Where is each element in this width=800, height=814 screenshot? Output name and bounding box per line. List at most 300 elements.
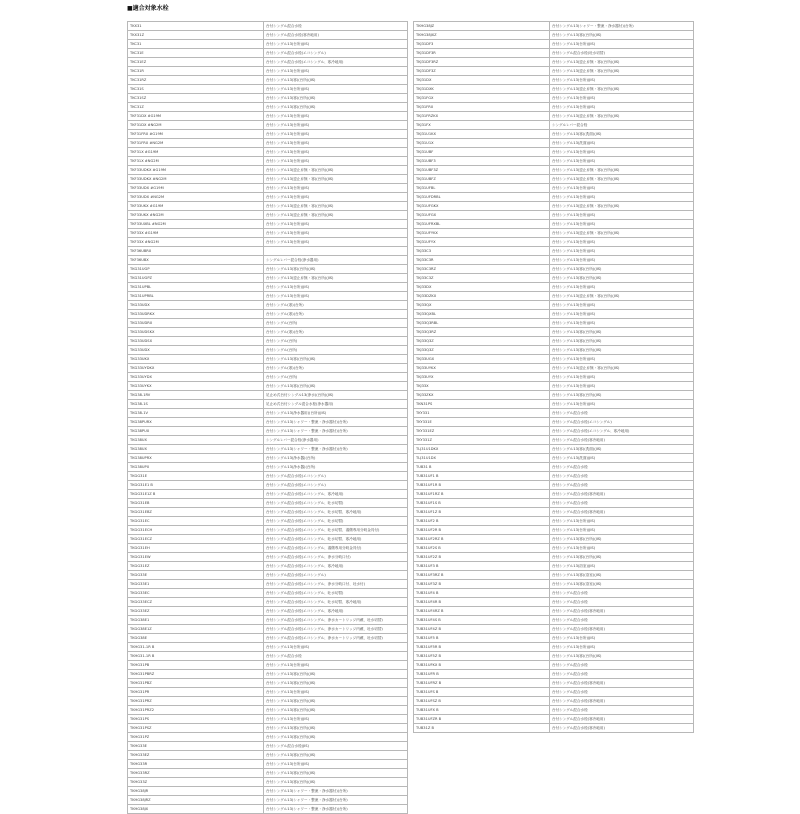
model-code-cell: TKHG31PZ bbox=[128, 733, 264, 742]
model-code-cell: TKG38PUX bbox=[128, 427, 264, 436]
model-code-cell: TKHG38JXZ bbox=[414, 31, 550, 40]
faucet-type-cell: 台付シングル13(台所)(JIS) bbox=[264, 139, 408, 148]
table-row bbox=[128, 40, 408, 49]
table-row bbox=[128, 193, 408, 202]
table-row bbox=[128, 103, 408, 112]
faucet-type-cell: 台付シングル混合水栓(エコシングル、吐水切替) bbox=[264, 589, 408, 598]
faucet-type-cell: 台付シングル混合水栓(エコシングル、寒冷地用) bbox=[264, 607, 408, 616]
table-row bbox=[414, 526, 694, 535]
model-code-cell: TUB31UF5 B bbox=[414, 634, 550, 643]
faucet-type-cell: 台付シングル(台所) bbox=[264, 319, 408, 328]
table-row bbox=[128, 751, 408, 760]
model-code-cell: TUB31UFZR B bbox=[414, 715, 550, 724]
table-row bbox=[414, 625, 694, 634]
table-row bbox=[128, 571, 408, 580]
model-code-cell: TKGG31E1 B bbox=[128, 481, 264, 490]
model-code-cell: TUB31UF3 B bbox=[414, 562, 550, 571]
faucet-type-cell: 台付シングル13(逆止弁無・寒)(台所)(JIS) bbox=[264, 211, 408, 220]
faucet-type-cell: 台付シングル13(台所)(JIS) bbox=[550, 157, 694, 166]
faucet-type-cell: 台付シングル13(台所)(JIS) bbox=[264, 130, 408, 139]
faucet-type-cell: 台付シングル13(寒)(浴室)(JIS) bbox=[550, 571, 694, 580]
faucet-type-cell: 台付シングル13(寒)(浴室)(JIS) bbox=[550, 580, 694, 589]
table-row bbox=[128, 661, 408, 670]
table-row bbox=[128, 337, 408, 346]
table-row bbox=[128, 247, 408, 256]
model-code-cell: TKGG31EZ bbox=[128, 562, 264, 571]
faucet-type-cell: 台付シングル13(寒)(台所)(JIS) bbox=[264, 265, 408, 274]
model-code-cell: TUB31UF2RZ B bbox=[414, 535, 550, 544]
table-row bbox=[128, 220, 408, 229]
model-code-cell: TUB31UF1RZ B bbox=[414, 490, 550, 499]
faucet-type-cell: 台付シングル13(台所)(JIS) bbox=[264, 112, 408, 121]
model-code-cell: TKJ33X bbox=[414, 382, 550, 391]
faucet-type-cell: 台付シングル混合水栓(エコシングル、寒冷地用) bbox=[264, 490, 408, 499]
model-code-cell: TKG38PURX bbox=[128, 418, 264, 427]
table-row bbox=[128, 589, 408, 598]
table-row bbox=[414, 193, 694, 202]
table-row bbox=[128, 454, 408, 463]
faucet-type-cell: 台付シングル13(浄水器)(台所) bbox=[264, 454, 408, 463]
table-row bbox=[414, 670, 694, 679]
table-row bbox=[128, 670, 408, 679]
model-code-cell: TUB31UFRZ B bbox=[414, 679, 550, 688]
table-row bbox=[414, 58, 694, 67]
model-code-cell: TLJ31U1DX bbox=[414, 454, 550, 463]
model-code-cell: TUB31UFR B bbox=[414, 670, 550, 679]
table-row bbox=[414, 31, 694, 40]
faucet-type-cell: 台付シングル13(寒)(台所)(JIS) bbox=[264, 355, 408, 364]
table-row bbox=[128, 490, 408, 499]
faucet-type-cell bbox=[264, 247, 408, 256]
table-row bbox=[128, 625, 408, 634]
model-code-cell: TKY331E bbox=[414, 418, 550, 427]
model-code-cell: TKG38-1RV bbox=[128, 391, 264, 400]
table-row bbox=[414, 571, 694, 580]
model-code-cell: TKF33UDX #G19M bbox=[128, 184, 264, 193]
faucet-type-cell: 台付シングル(寒)(台所) bbox=[264, 301, 408, 310]
table-row bbox=[128, 409, 408, 418]
faucet-type-cell: 台付シングル混合水栓(エコシングル、吐水切替、寒冷地用) bbox=[264, 508, 408, 517]
faucet-type-cell: 台付シングル13(台所)(JIS) bbox=[550, 319, 694, 328]
table-row bbox=[128, 346, 408, 355]
faucet-type-cell: 台付シングル13(台所)(JIS) bbox=[264, 67, 408, 76]
table-row bbox=[414, 202, 694, 211]
faucet-type-cell: 台付シングル13(台所)(JIS) bbox=[550, 400, 694, 409]
table-row bbox=[414, 166, 694, 175]
faucet-type-cell: 台付シングル13(台所)(JIS) bbox=[264, 229, 408, 238]
faucet-type-cell: 台付シングル混合水栓 bbox=[550, 670, 694, 679]
model-code-cell: TUB31UF3RZ B bbox=[414, 571, 550, 580]
table-row bbox=[414, 481, 694, 490]
model-code-cell: TKGG33E bbox=[128, 571, 264, 580]
model-code-cell: TKJ33DX bbox=[414, 283, 550, 292]
faucet-type-cell: 台付シングル混合水栓(寒冷地用) bbox=[550, 490, 694, 499]
model-code-cell: TKG33UYDX bbox=[128, 373, 264, 382]
table-row bbox=[414, 427, 694, 436]
faucet-type-cell: 台付シングル13(台所)(JIS) bbox=[550, 310, 694, 319]
model-code-cell: TKJ31DXK bbox=[414, 85, 550, 94]
table-row bbox=[128, 211, 408, 220]
table-row bbox=[128, 265, 408, 274]
table-row bbox=[128, 643, 408, 652]
model-code-cell: TKJ33Q3Z bbox=[414, 346, 550, 355]
faucet-type-cell: 台付シングル13(台所)(JIS) bbox=[550, 211, 694, 220]
faucet-type-cell: 台付シングル混合水栓(エコシングル、吐水切替) bbox=[264, 517, 408, 526]
model-code-cell: TUB31UF1Z B bbox=[414, 508, 550, 517]
table-row bbox=[128, 499, 408, 508]
model-code-cell: TKG33UYKX bbox=[128, 382, 264, 391]
faucet-type-cell: 台付シングル13(逆止弁無・寒)(台所)(JIS) bbox=[550, 67, 694, 76]
model-code-cell: TUB31UFKX B bbox=[414, 661, 550, 670]
model-code-cell: TKF31DX #NG2M bbox=[128, 121, 264, 130]
table-row bbox=[414, 283, 694, 292]
model-code-cell: TUB31UF4 B bbox=[414, 589, 550, 598]
table-row bbox=[414, 715, 694, 724]
model-code-cell: TKG38UPRX bbox=[128, 454, 264, 463]
faucet-type-cell: 台付シングル13(シャワー・整流・浄水器付)(台所) bbox=[264, 787, 408, 796]
table-row bbox=[414, 445, 694, 454]
model-code-cell: TUB31Z B bbox=[414, 724, 550, 733]
faucet-type-cell: 台付シングル(台所) bbox=[264, 373, 408, 382]
table-row bbox=[414, 454, 694, 463]
table-row bbox=[128, 787, 408, 796]
model-code-cell: TKG38UX bbox=[128, 445, 264, 454]
model-code-cell: TKF33UDKX #G19M bbox=[128, 166, 264, 175]
faucet-type-cell: 台付シングル混合水栓(寒冷地用) bbox=[550, 697, 694, 706]
faucet-type-cell: 台付シングル混合水栓(寒冷地用) bbox=[550, 625, 694, 634]
faucet-type-cell: 台付シングル混合水栓(エコシングル、吐水切替、湯側専用分岐金具付) bbox=[264, 526, 408, 535]
table-row bbox=[414, 175, 694, 184]
model-code-cell: TKJ33C3R bbox=[414, 256, 550, 265]
model-code-cell: TKGG31EB bbox=[128, 499, 264, 508]
model-code-cell: TKGG31E bbox=[128, 472, 264, 481]
faucet-type-cell: 台付シングル13(台所)(JIS) bbox=[550, 40, 694, 49]
table-row bbox=[414, 364, 694, 373]
model-code-cell: TKJ31DX bbox=[414, 76, 550, 85]
faucet-type-cell: 台付シングル13(寒)(台所)(JIS) bbox=[550, 337, 694, 346]
model-code-cell: TKF31X #G19M bbox=[128, 148, 264, 157]
model-code-cell: TKX31Z bbox=[128, 31, 264, 40]
table-row bbox=[414, 418, 694, 427]
model-code-cell: TKF31X #NG2M bbox=[128, 157, 264, 166]
faucet-type-cell: 台付シングル13(台所)(JIS) bbox=[264, 220, 408, 229]
faucet-type-cell: 台付シングル13(台所)(JIS) bbox=[264, 121, 408, 130]
faucet-type-cell: 台付シングル混合水栓 bbox=[550, 589, 694, 598]
model-code-cell: TKF31FRX #NG2M bbox=[128, 139, 264, 148]
faucet-type-cell: 台付シングル13(寒)(台所)(JIS) bbox=[264, 94, 408, 103]
table-row bbox=[128, 283, 408, 292]
faucet-type-cell: 台付シングル13(寒)(台所)(JIS) bbox=[550, 274, 694, 283]
faucet-type-cell: 台付シングル13(台所)(JIS) bbox=[550, 634, 694, 643]
faucet-type-cell: 台付シングル混合水栓(エコシングル、寒冷地用) bbox=[264, 58, 408, 67]
faucet-type-cell: 台付シングル13(逆止弁無・寒)(台所)(JIS) bbox=[550, 364, 694, 373]
table-row bbox=[414, 49, 694, 58]
table-row bbox=[128, 535, 408, 544]
faucet-type-cell: 台付シングル混合水栓(エコシングル、寒冷地用) bbox=[264, 562, 408, 571]
compatible-faucet-table-left bbox=[127, 21, 408, 814]
faucet-type-cell: 台付シングル混合水栓(寒冷地用) bbox=[264, 31, 408, 40]
table-row bbox=[128, 49, 408, 58]
faucet-type-cell: 台付シングル13(台所)(JIS) bbox=[264, 85, 408, 94]
model-code-cell: TKG31UPBL bbox=[128, 283, 264, 292]
faucet-type-cell: 台付シングル13(寒)(台所)(JIS) bbox=[264, 724, 408, 733]
model-code-cell: TKGG31E1Z B bbox=[128, 490, 264, 499]
model-code-cell: TKGG33EZ bbox=[128, 607, 264, 616]
faucet-type-cell: 台付シングル13(浄水器)(台所) bbox=[264, 463, 408, 472]
faucet-type-cell: 台付シングル混合水栓 bbox=[550, 481, 694, 490]
faucet-type-cell: 台付シングル13(台所)(JIS) bbox=[264, 760, 408, 769]
faucet-type-cell: 台付シングル13(台所)(JIS) bbox=[550, 94, 694, 103]
table-row bbox=[414, 121, 694, 130]
table-row bbox=[128, 157, 408, 166]
faucet-type-cell: 台付シングル13(台所)(JIS) bbox=[550, 517, 694, 526]
model-code-cell: TKHG31PRZ2 bbox=[128, 706, 264, 715]
table-row bbox=[128, 22, 408, 31]
page-title: ■適合対象水栓 bbox=[127, 5, 169, 12]
table-row bbox=[414, 382, 694, 391]
model-code-cell: TKJ31UFYKX bbox=[414, 229, 550, 238]
faucet-type-cell: 台付シングル13(シャワー・整流・浄水器付)(台所) bbox=[264, 796, 408, 805]
table-row bbox=[414, 553, 694, 562]
table-row bbox=[128, 715, 408, 724]
table-row bbox=[128, 805, 408, 814]
table-row bbox=[128, 139, 408, 148]
table-row bbox=[128, 382, 408, 391]
model-code-cell: TKJ31FRX bbox=[414, 103, 550, 112]
model-code-cell: TKF33UXBL #NG2M bbox=[128, 220, 264, 229]
faucet-type-cell: 台付シングル13(寒)(台所)(JIS) bbox=[264, 103, 408, 112]
model-code-cell: TKGG33ECZ bbox=[128, 598, 264, 607]
model-code-cell: TKF33UKX #G19M bbox=[128, 202, 264, 211]
faucet-type-cell: 台付シングル13(台所)(JIS) bbox=[264, 157, 408, 166]
table-row bbox=[414, 373, 694, 382]
table-row bbox=[414, 238, 694, 247]
table-row bbox=[128, 184, 408, 193]
table-row bbox=[128, 112, 408, 121]
faucet-type-cell: 台付シングル13(寒)(台所)(JIS) bbox=[550, 553, 694, 562]
table-row bbox=[128, 526, 408, 535]
faucet-type-cell: 台付シングル13(寒)(台所)(JIS) bbox=[550, 652, 694, 661]
faucet-type-cell: 台付シングル13(台所)(JIS) bbox=[550, 148, 694, 157]
model-code-cell: TKC31Z bbox=[128, 103, 264, 112]
model-code-cell: TKHG31PS bbox=[128, 715, 264, 724]
model-code-cell: TKF31FRX #G19M bbox=[128, 130, 264, 139]
faucet-type-cell: 台付シングル13(台所)(JIS) bbox=[550, 247, 694, 256]
model-code-cell: TKJ31U1KX bbox=[414, 130, 550, 139]
model-code-cell: TKHG38JX bbox=[128, 805, 264, 814]
faucet-type-cell: 台付シングル13(逆止弁無・寒)(台所)(JIS) bbox=[264, 175, 408, 184]
model-code-cell: TKC31R bbox=[128, 67, 264, 76]
faucet-type-cell: 台付シングル13(寒)(台所)(JIS) bbox=[550, 535, 694, 544]
table-row bbox=[414, 355, 694, 364]
model-code-cell: TKG33UDRKX bbox=[128, 310, 264, 319]
model-code-cell: TKHG31PB bbox=[128, 661, 264, 670]
faucet-type-cell: 台付シングル13(台所)(JIS) bbox=[550, 355, 694, 364]
model-code-cell: TKG33UYDKX bbox=[128, 364, 264, 373]
model-code-cell: TKJ33DZKX bbox=[414, 292, 550, 301]
faucet-type-cell: 台付シングル混合水栓(寒冷地用) bbox=[550, 508, 694, 517]
faucet-type-cell: 台付シングル混合水栓(エコシングル、浄水カートリッジ内蔵、吐水切替) bbox=[264, 625, 408, 634]
faucet-type-cell: 台付シングル(台所) bbox=[264, 337, 408, 346]
model-code-cell: TKG38-1S bbox=[128, 400, 264, 409]
faucet-type-cell: 台付シングル13(シャワー・整流・浄水器付)(台所) bbox=[264, 445, 408, 454]
model-code-cell: TKHG31PRZ bbox=[128, 697, 264, 706]
model-code-cell: TKGG38E1 bbox=[128, 616, 264, 625]
table-row bbox=[128, 310, 408, 319]
model-code-cell: TKGG31EBZ bbox=[128, 508, 264, 517]
table-row bbox=[414, 40, 694, 49]
faucet-type-cell: シングルレバー混合栓 bbox=[550, 121, 694, 130]
model-code-cell: TKG33UDRX bbox=[128, 319, 264, 328]
faucet-type-cell: 台付シングル13(台所)(JIS) bbox=[550, 283, 694, 292]
faucet-type-cell: 台付シングル混合水栓 bbox=[550, 706, 694, 715]
faucet-type-cell: 台付シングル13(逆止弁無・寒)(台所)(JIS) bbox=[550, 229, 694, 238]
model-code-cell: TLJ31U1DKX bbox=[414, 445, 550, 454]
model-code-cell: TKJ33C3RZ bbox=[414, 265, 550, 274]
model-code-cell: TKF31DX #G19M bbox=[128, 112, 264, 121]
compatible-faucet-table-right bbox=[413, 21, 694, 733]
faucet-type-cell: 台付シングル混合水栓 bbox=[550, 472, 694, 481]
model-code-cell: TKHG33RZ bbox=[128, 769, 264, 778]
table-row bbox=[414, 697, 694, 706]
faucet-type-cell: 台付シングル混合水栓(エコシングル) bbox=[264, 472, 408, 481]
model-code-cell: TKGG31EC bbox=[128, 517, 264, 526]
table-row bbox=[414, 130, 694, 139]
table-row bbox=[128, 472, 408, 481]
table-row bbox=[414, 472, 694, 481]
table-row bbox=[414, 67, 694, 76]
table-row bbox=[414, 598, 694, 607]
model-code-cell: TUB31UF1S B bbox=[414, 499, 550, 508]
model-code-cell: TKGG31EH bbox=[128, 544, 264, 553]
table-row bbox=[128, 175, 408, 184]
table-row bbox=[414, 400, 694, 409]
faucet-type-cell: 台付シングル混合水栓(エコシングル、吐水切替) bbox=[264, 499, 408, 508]
faucet-type-cell: 台付シングル13(逆止弁無・寒)(台所)(JIS) bbox=[550, 112, 694, 121]
model-code-cell: TKF33UDKX #NG2M bbox=[128, 175, 264, 184]
faucet-type-cell: 台付シングル13(寒)(台所)(JIS) bbox=[264, 382, 408, 391]
faucet-type-cell: 台付シングル13(寒)(台所)(JIS) bbox=[264, 670, 408, 679]
model-code-cell: TKGG38E1Z bbox=[128, 625, 264, 634]
model-code-cell: TKHG33Z bbox=[128, 778, 264, 787]
table-row bbox=[128, 400, 408, 409]
table-row bbox=[128, 553, 408, 562]
faucet-type-cell: 台付シングル13(台所)(JIS) bbox=[550, 382, 694, 391]
table-row bbox=[414, 436, 694, 445]
model-code-cell: TKJ33C3Z bbox=[414, 274, 550, 283]
table-row bbox=[414, 22, 694, 31]
faucet-type-cell: 台付シングル13(台所)(JIS) bbox=[264, 238, 408, 247]
faucet-type-cell: 台付シングル混合水栓(寒冷地用) bbox=[550, 436, 694, 445]
faucet-type-cell: 台付シングル13(台所)(JIS) bbox=[264, 292, 408, 301]
model-code-cell: TKF33UDX #NG2M bbox=[128, 193, 264, 202]
faucet-type-cell: 台付シングル13(台所)(JIS) bbox=[264, 661, 408, 670]
table-row bbox=[128, 148, 408, 157]
faucet-type-cell: 台付シングル13(台所)(JIS) bbox=[550, 103, 694, 112]
faucet-type-cell: 台付シングル混合水栓(エコシングル、浄水カートリッジ内蔵、吐水切替) bbox=[264, 634, 408, 643]
model-code-cell: TKF33X #G19M bbox=[128, 229, 264, 238]
table-row bbox=[128, 121, 408, 130]
model-code-cell: TKJ33UGX bbox=[414, 355, 550, 364]
model-code-cell: TKJ33UYX bbox=[414, 373, 550, 382]
model-code-cell: TKJ31UBF3 bbox=[414, 157, 550, 166]
faucet-type-cell: 台付シングル混合水栓(JIS) bbox=[264, 742, 408, 751]
faucet-type-cell: 台付シングル13(台所)(JIS) bbox=[264, 283, 408, 292]
model-code-cell: TKG33UDSX bbox=[128, 337, 264, 346]
table-row bbox=[128, 679, 408, 688]
model-code-cell: TUB31UF2R B bbox=[414, 526, 550, 535]
model-code-cell: TKG33UKX bbox=[128, 355, 264, 364]
model-code-cell: TKJ31FRZKX bbox=[414, 112, 550, 121]
table-row bbox=[414, 544, 694, 553]
table-row bbox=[128, 436, 408, 445]
faucet-type-cell: 台付シングル混合水栓 bbox=[550, 598, 694, 607]
table-row bbox=[414, 229, 694, 238]
faucet-type-cell: 台付シングル13(逆止弁無・寒)(台所)(JIS) bbox=[550, 292, 694, 301]
table-row bbox=[414, 562, 694, 571]
table-row bbox=[414, 274, 694, 283]
table-row bbox=[414, 157, 694, 166]
table-row bbox=[414, 328, 694, 337]
model-code-cell: TKC31EZ bbox=[128, 58, 264, 67]
model-code-cell: TKJ31DF3Z bbox=[414, 67, 550, 76]
table-row bbox=[414, 220, 694, 229]
table-row bbox=[128, 166, 408, 175]
table-row bbox=[414, 634, 694, 643]
table-row bbox=[414, 310, 694, 319]
faucet-type-cell: 台付シングル13(逆止弁無・寒)(台所)(JIS) bbox=[264, 202, 408, 211]
model-code-cell: TUB31UF2S B bbox=[414, 544, 550, 553]
model-code-cell: TKHG31PR bbox=[128, 688, 264, 697]
table-row bbox=[414, 607, 694, 616]
faucet-type-cell: 台付シングル混合水栓 bbox=[550, 688, 694, 697]
model-code-cell: TKJ31UFGKX bbox=[414, 202, 550, 211]
faucet-type-cell: 台付シングル13(台所)(JIS) bbox=[550, 193, 694, 202]
model-code-cell: TKJ31DF3RZ bbox=[414, 58, 550, 67]
model-code-cell: TUB31UF4R B bbox=[414, 598, 550, 607]
model-code-cell: TKC31SZ bbox=[128, 94, 264, 103]
faucet-type-cell: 台付シングル13(逆止弁無・寒)(台所)(JIS) bbox=[550, 202, 694, 211]
faucet-type-cell: 台付シングル13(寒)(台所)(JIS) bbox=[264, 76, 408, 85]
table-row bbox=[414, 508, 694, 517]
table-row bbox=[414, 490, 694, 499]
faucet-type-cell: 台付シングル13(寒)(洗面)(JIS) bbox=[550, 130, 694, 139]
model-code-cell: TKGG31ECH bbox=[128, 526, 264, 535]
faucet-type-cell: 台付シングル混合水栓 bbox=[264, 652, 408, 661]
model-code-cell: TKJ31UFRXBL bbox=[414, 220, 550, 229]
model-code-cell: TKG38-1V bbox=[128, 409, 264, 418]
model-code-cell: TKHG38JR bbox=[128, 787, 264, 796]
table-row bbox=[414, 688, 694, 697]
model-code-cell: TKGG33EC bbox=[128, 589, 264, 598]
faucet-type-cell: 台付シングル混合水栓 bbox=[550, 499, 694, 508]
faucet-type-cell: 台付シングル13(シャワー・整流・浄水器付)(台所) bbox=[264, 427, 408, 436]
table-row bbox=[128, 76, 408, 85]
table-row bbox=[128, 769, 408, 778]
table-row bbox=[414, 76, 694, 85]
faucet-type-cell: 台付シングル13(逆止弁無・寒)(台所)(JIS) bbox=[550, 58, 694, 67]
table-row bbox=[414, 679, 694, 688]
table-row bbox=[128, 517, 408, 526]
model-code-cell: TKJ31FX bbox=[414, 121, 550, 130]
table-row bbox=[128, 130, 408, 139]
faucet-type-cell: 台付シングル13(逆止弁無・寒)(台所)(JIS) bbox=[264, 274, 408, 283]
model-code-cell: TKHG38JZ bbox=[414, 22, 550, 31]
faucet-type-cell: 台付シングル13(浴室)(JIS) bbox=[550, 562, 694, 571]
table-row bbox=[414, 616, 694, 625]
table-row bbox=[414, 535, 694, 544]
faucet-type-cell: 台付シングル混合水栓 bbox=[550, 616, 694, 625]
